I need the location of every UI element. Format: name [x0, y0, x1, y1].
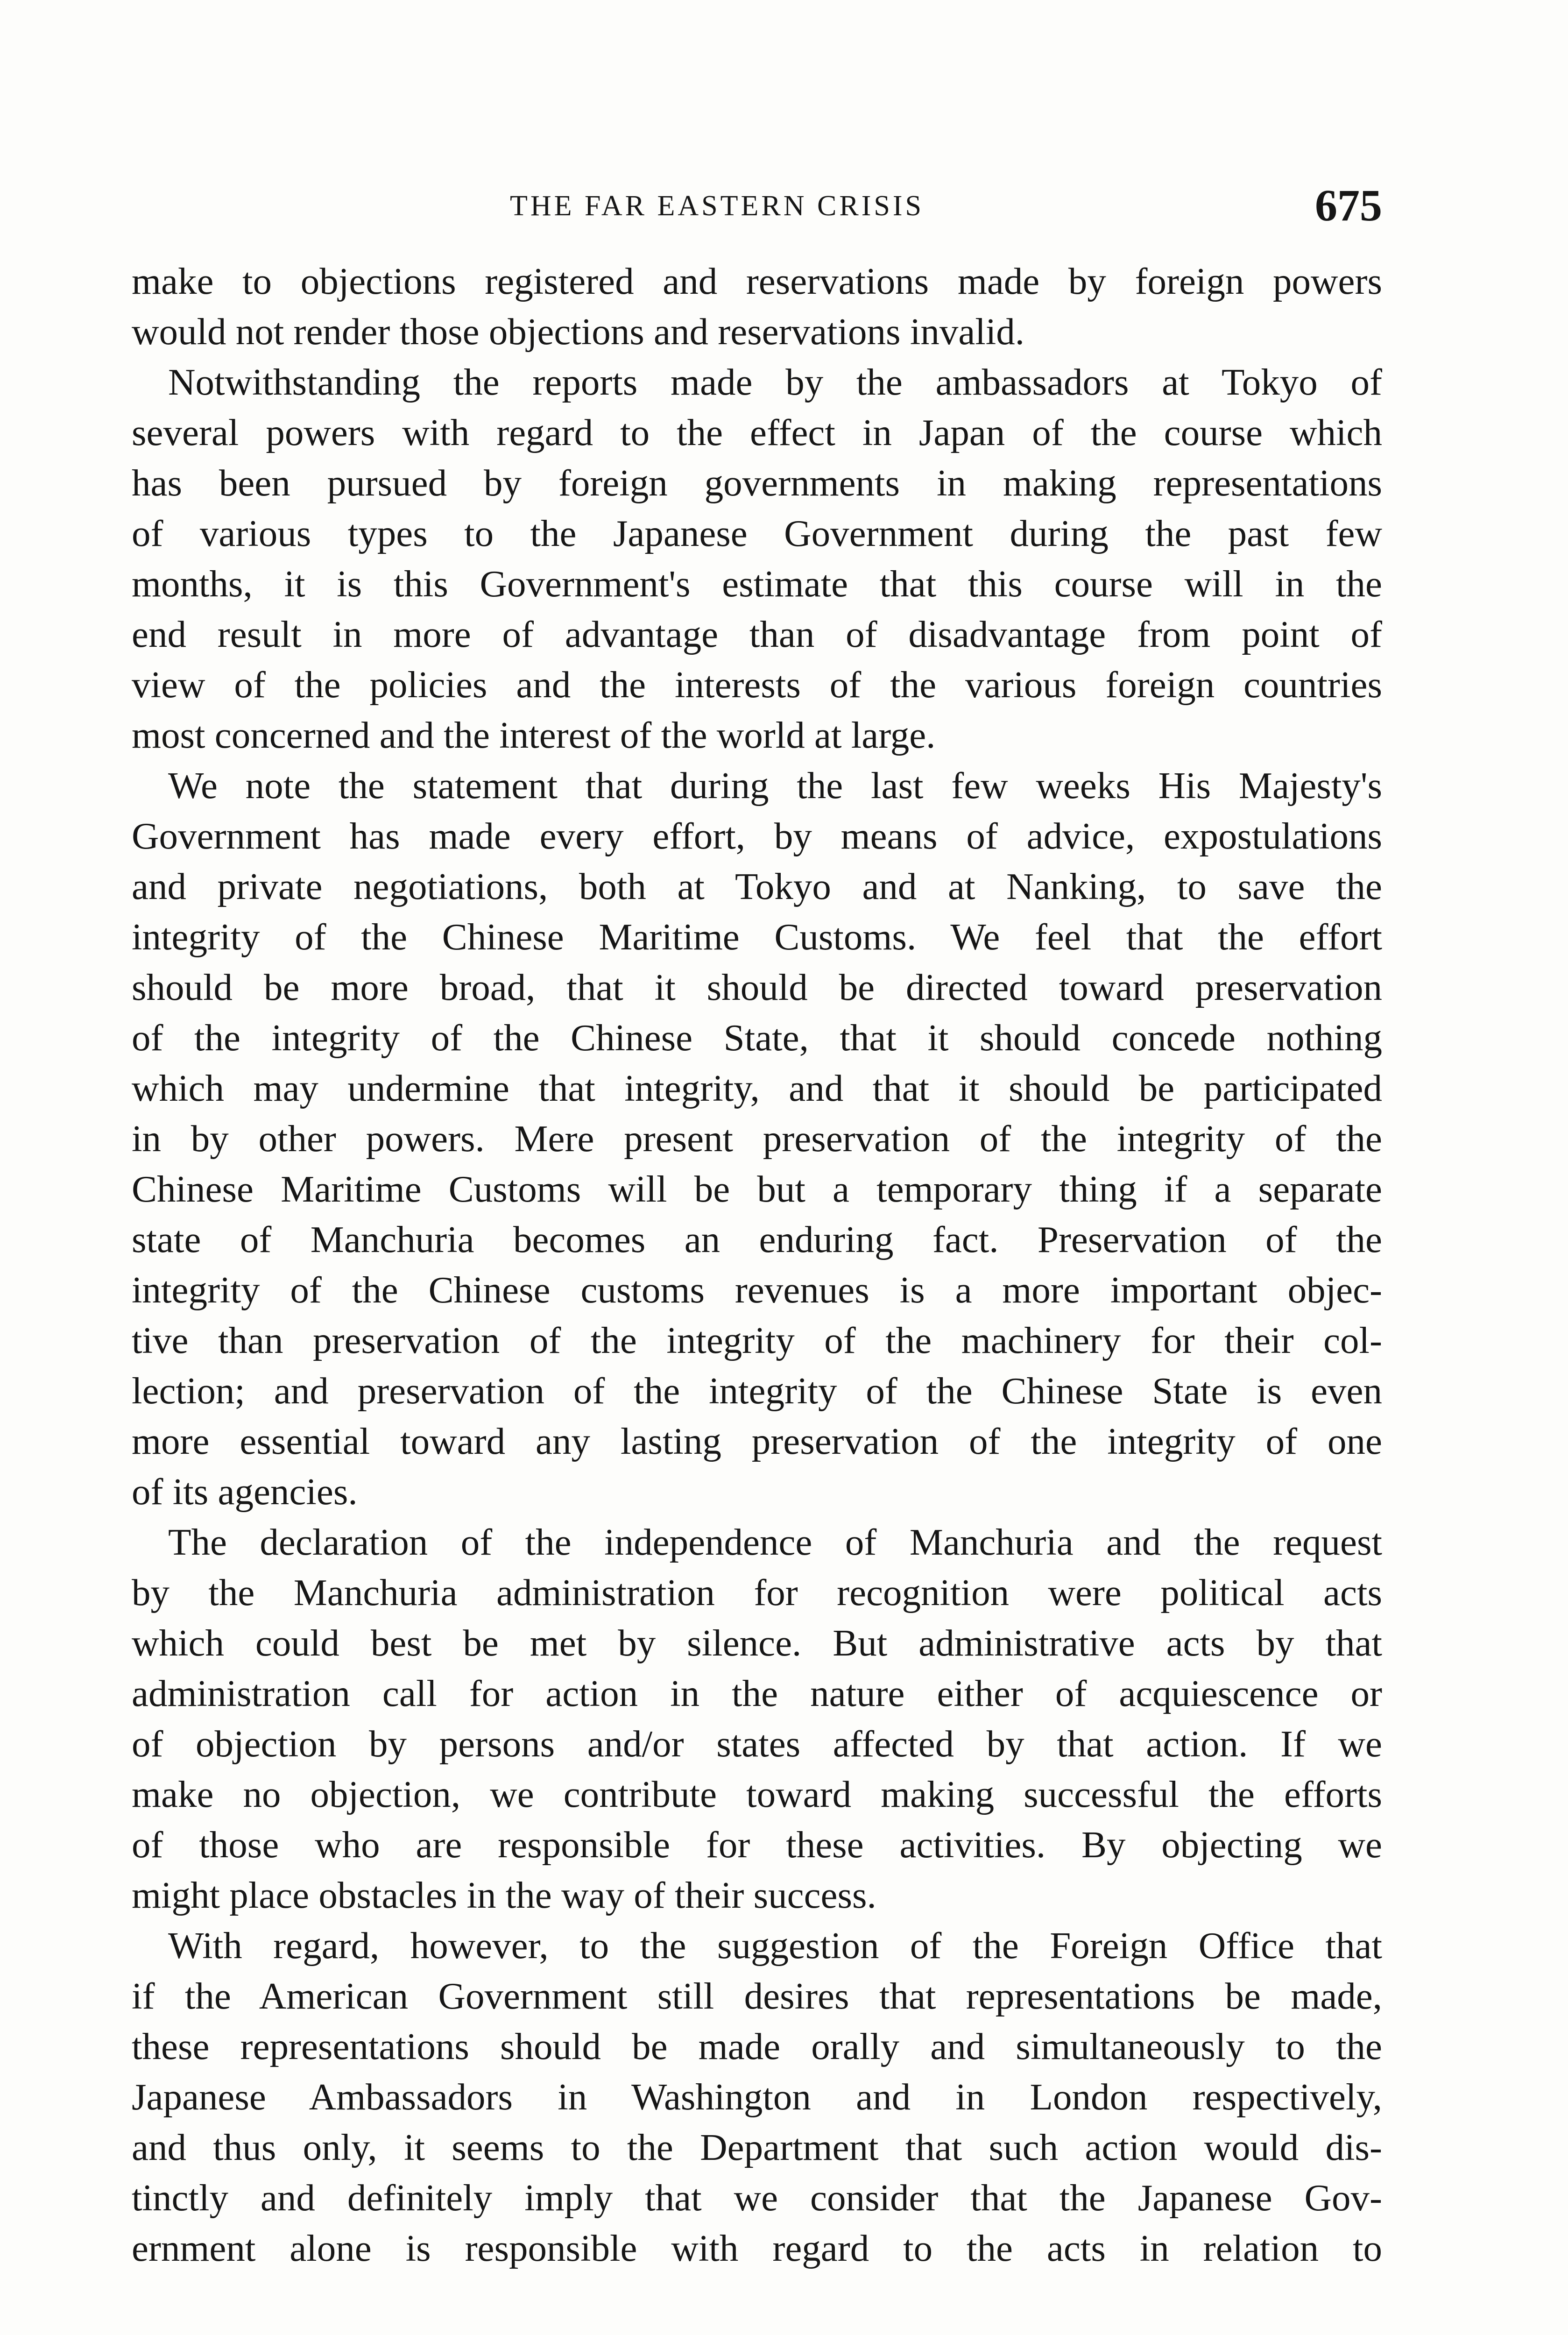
- text-line: lection; and preservation of the integrity of the Chinese State is even: [132, 1370, 1382, 1412]
- text-line: With regard, however, to the suggestion of the Foreign Office that: [168, 1925, 1382, 1967]
- text-line: end result in more of advantage than of disadvantage from point of: [132, 613, 1382, 655]
- body-text: [132, 256, 1382, 2269]
- text-line: several powers with regard to the effect in Japan of the course which: [132, 411, 1382, 453]
- text-line: of objection by persons and/or states affected by that action. If we: [132, 1723, 1382, 1765]
- text-line: tinctly and definitely imply that we consider that the Japanese Gov-: [132, 2177, 1382, 2219]
- text-line: which may undermine that integrity, and that it should be participated: [132, 1067, 1382, 1109]
- text-line: tive than preservation of the integrity of the machinery for their col-: [132, 1319, 1382, 1361]
- text-line: if the American Government still desires that representations be made,: [132, 1975, 1382, 2017]
- text-line: of the integrity of the Chinese State, that it should concede nothing: [132, 1017, 1382, 1059]
- text-line: The declaration of the independence of Manchuria and the request: [168, 1521, 1382, 1563]
- running-header: [132, 177, 1382, 234]
- text-line: integrity of the Chinese customs revenues is a more important objec-: [132, 1269, 1382, 1311]
- text-line: these representations should be made orally and simultaneously to the: [132, 2025, 1382, 2067]
- text-line: Notwithstanding the reports made by the ambassadors at Tokyo of: [168, 361, 1382, 403]
- text-line: of its agencies.: [132, 1471, 358, 1513]
- text-line: would not render those objections and reservations invalid.: [132, 311, 1025, 353]
- text-line: make to objections registered and reservations made by foreign powers: [132, 260, 1382, 302]
- text-line: in by other powers. Mere present preservation of the integrity of the: [132, 1118, 1382, 1160]
- text-line: Japanese Ambassadors in Washington and in London respectively,: [132, 2076, 1382, 2118]
- text-line: and thus only, it seems to the Department that such action would dis-: [132, 2126, 1382, 2168]
- text-line: ernment alone is responsible with regard to the acts in relation to: [132, 2227, 1382, 2269]
- text-line: integrity of the Chinese Maritime Customs. We feel that the effort: [132, 916, 1382, 958]
- text-line: make no objection, we contribute toward making successful the efforts: [132, 1773, 1382, 1815]
- text-line: by the Manchuria administration for recognition were political acts: [132, 1571, 1382, 1613]
- text-line: Chinese Maritime Customs will be but a temporary thing if a separate: [132, 1168, 1382, 1210]
- text-line: and private negotiations, both at Tokyo and at Nanking, to save the: [132, 865, 1382, 907]
- running-title: THE FAR EASTERN CRISIS: [510, 190, 924, 222]
- text-line: Government has made every effort, by means of advice, expostulations: [132, 815, 1382, 857]
- text-line: We note the statement that during the last few weeks His Majesty's: [168, 764, 1382, 807]
- text-line: more essential toward any lasting preservation of the integrity of one: [132, 1420, 1382, 1462]
- text-line: might place obstacles in the way of their success.: [132, 1874, 876, 1916]
- text-line: months, it is this Government's estimate that this course will in the: [132, 563, 1382, 605]
- text-line: should be more broad, that it should be directed toward preservation: [132, 966, 1382, 1008]
- text-line: of those who are responsible for these activities. By objecting we: [132, 1824, 1382, 1866]
- text-line: most concerned and the interest of the world at large.: [132, 714, 936, 756]
- text-line: has been pursued by foreign governments in making representations: [132, 462, 1382, 504]
- text-line: which could best be met by silence. But administrative acts by that: [132, 1622, 1382, 1664]
- text-line: administration call for action in the nature either of acquiescence or: [132, 1672, 1382, 1714]
- text-line: of various types to the Japanese Government during the past few: [132, 512, 1382, 554]
- text-line: view of the policies and the interests of the various foreign countries: [132, 664, 1382, 706]
- page-number: 675: [1315, 180, 1382, 230]
- text-line: state of Manchuria becomes an enduring fact. Preservation of the: [132, 1218, 1382, 1260]
